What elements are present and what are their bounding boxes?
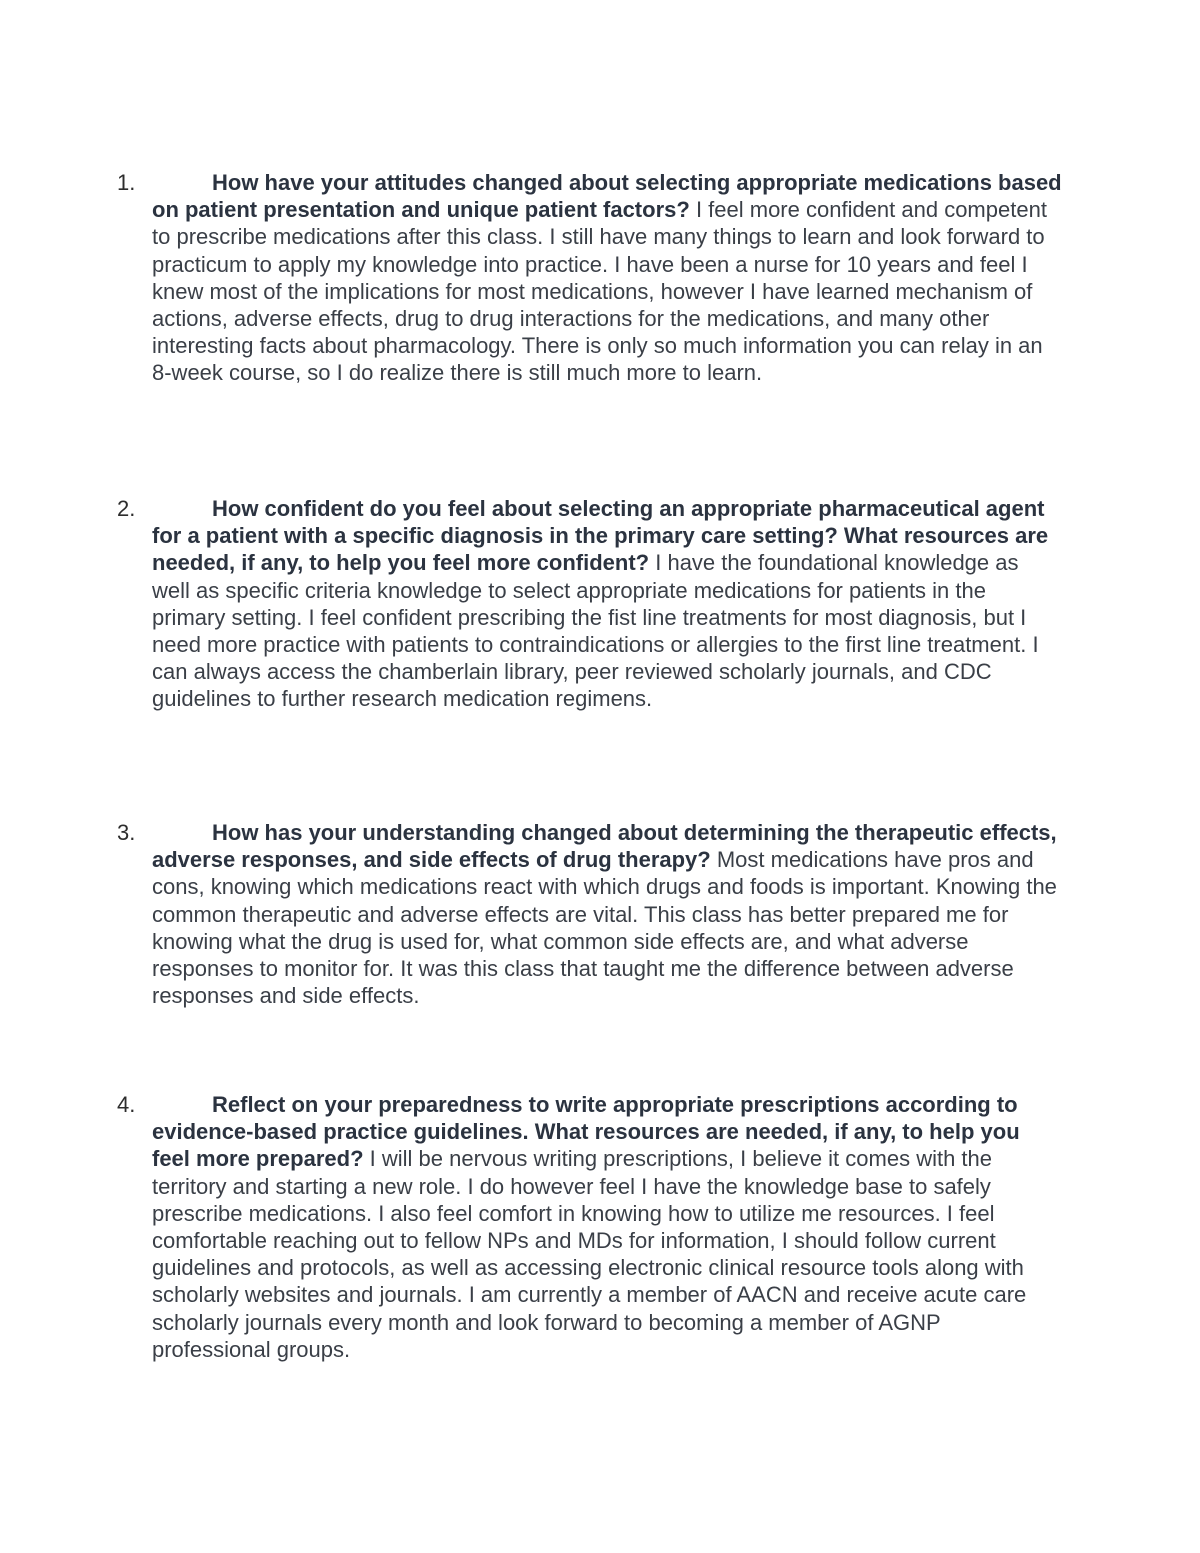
item-number: 2. (117, 496, 136, 521)
question-text: Reflect on your preparedness to write appropriate prescriptions according to evidence-based practice guidelines. What resources are needed, if any, to help you feel more prepared? (152, 1092, 1020, 1172)
item-body (152, 495, 1062, 713)
list-item (117, 1091, 1062, 1363)
list-item (117, 169, 1062, 387)
answer-text: I will be nervous writing prescriptions, I believe it comes with the territory and starting a new role. I do however feel I have the knowledge base to safely prescribe medications. I also feel comfort in knowing how to utilize me resources. I feel comfortable reaching out to fellow NPs and MDs for information, I should follow current guidelines and protocols, as well as accessing electronic clinical resource tools along with scholarly websites and journals. I am currently a member of AACN and receive acute care scholarly journals every month and look forward to becoming a member of AGNP professional groups. (152, 1146, 1027, 1362)
item-body (152, 169, 1062, 387)
question-text: How confident do you feel about selecting an appropriate pharmaceutical agent for a patient with a specific diagnosis in the primary care setting? What resources are needed, if any, to help you feel more confident? (152, 496, 1049, 576)
list-item (117, 495, 1062, 713)
item-body (152, 819, 1062, 1009)
answer-text: I feel more confident and competent to prescribe medications after this class. I still have many things to learn and look forward to practicum to apply my knowledge into practice. I have been a nurse for 10 years and feel I knew most of the implications for most medications, however I have learned mechanism of actions, adverse effects, drug to drug interactions for the medications, and many other interesting facts about pharmacology. There is only so much information you can relay in an 8-week course, so I do realize there is still much more to learn. (152, 197, 1047, 386)
question-text: How has your understanding changed about determining the therapeutic effects, adverse responses, and side effects of drug therapy? (152, 820, 1057, 873)
item-body (152, 1091, 1062, 1363)
answer-text: I have the foundational knowledge as well as specific criteria knowledge to select appropriate medications for patients in the primary setting. I feel confident prescribing the fist line treatments for most diagnosis, but I need more practice with patients to contraindications or allergies to the first line treatment. I can always access the chamberlain library, peer reviewed scholarly journals, and CDC guidelines to further research medication regimens. (152, 550, 1039, 712)
item-number: 3. (117, 820, 136, 845)
item-number: 1. (117, 170, 136, 195)
question-text: How have your attitudes changed about selecting appropriate medications based on patient presentation and unique patient factors? (152, 170, 1062, 223)
item-number: 4. (117, 1092, 136, 1117)
list-item (117, 819, 1062, 1009)
answer-text: Most medications have pros and cons, knowing which medications react with which drugs and foods is important. Knowing the common therapeutic and adverse effects are vital. This class has better prepared me for knowing what the drug is used for, what common side effects are, and what adverse responses to monitor for. It was this class that taught me the difference between adverse responses and side effects. (152, 847, 1057, 1009)
